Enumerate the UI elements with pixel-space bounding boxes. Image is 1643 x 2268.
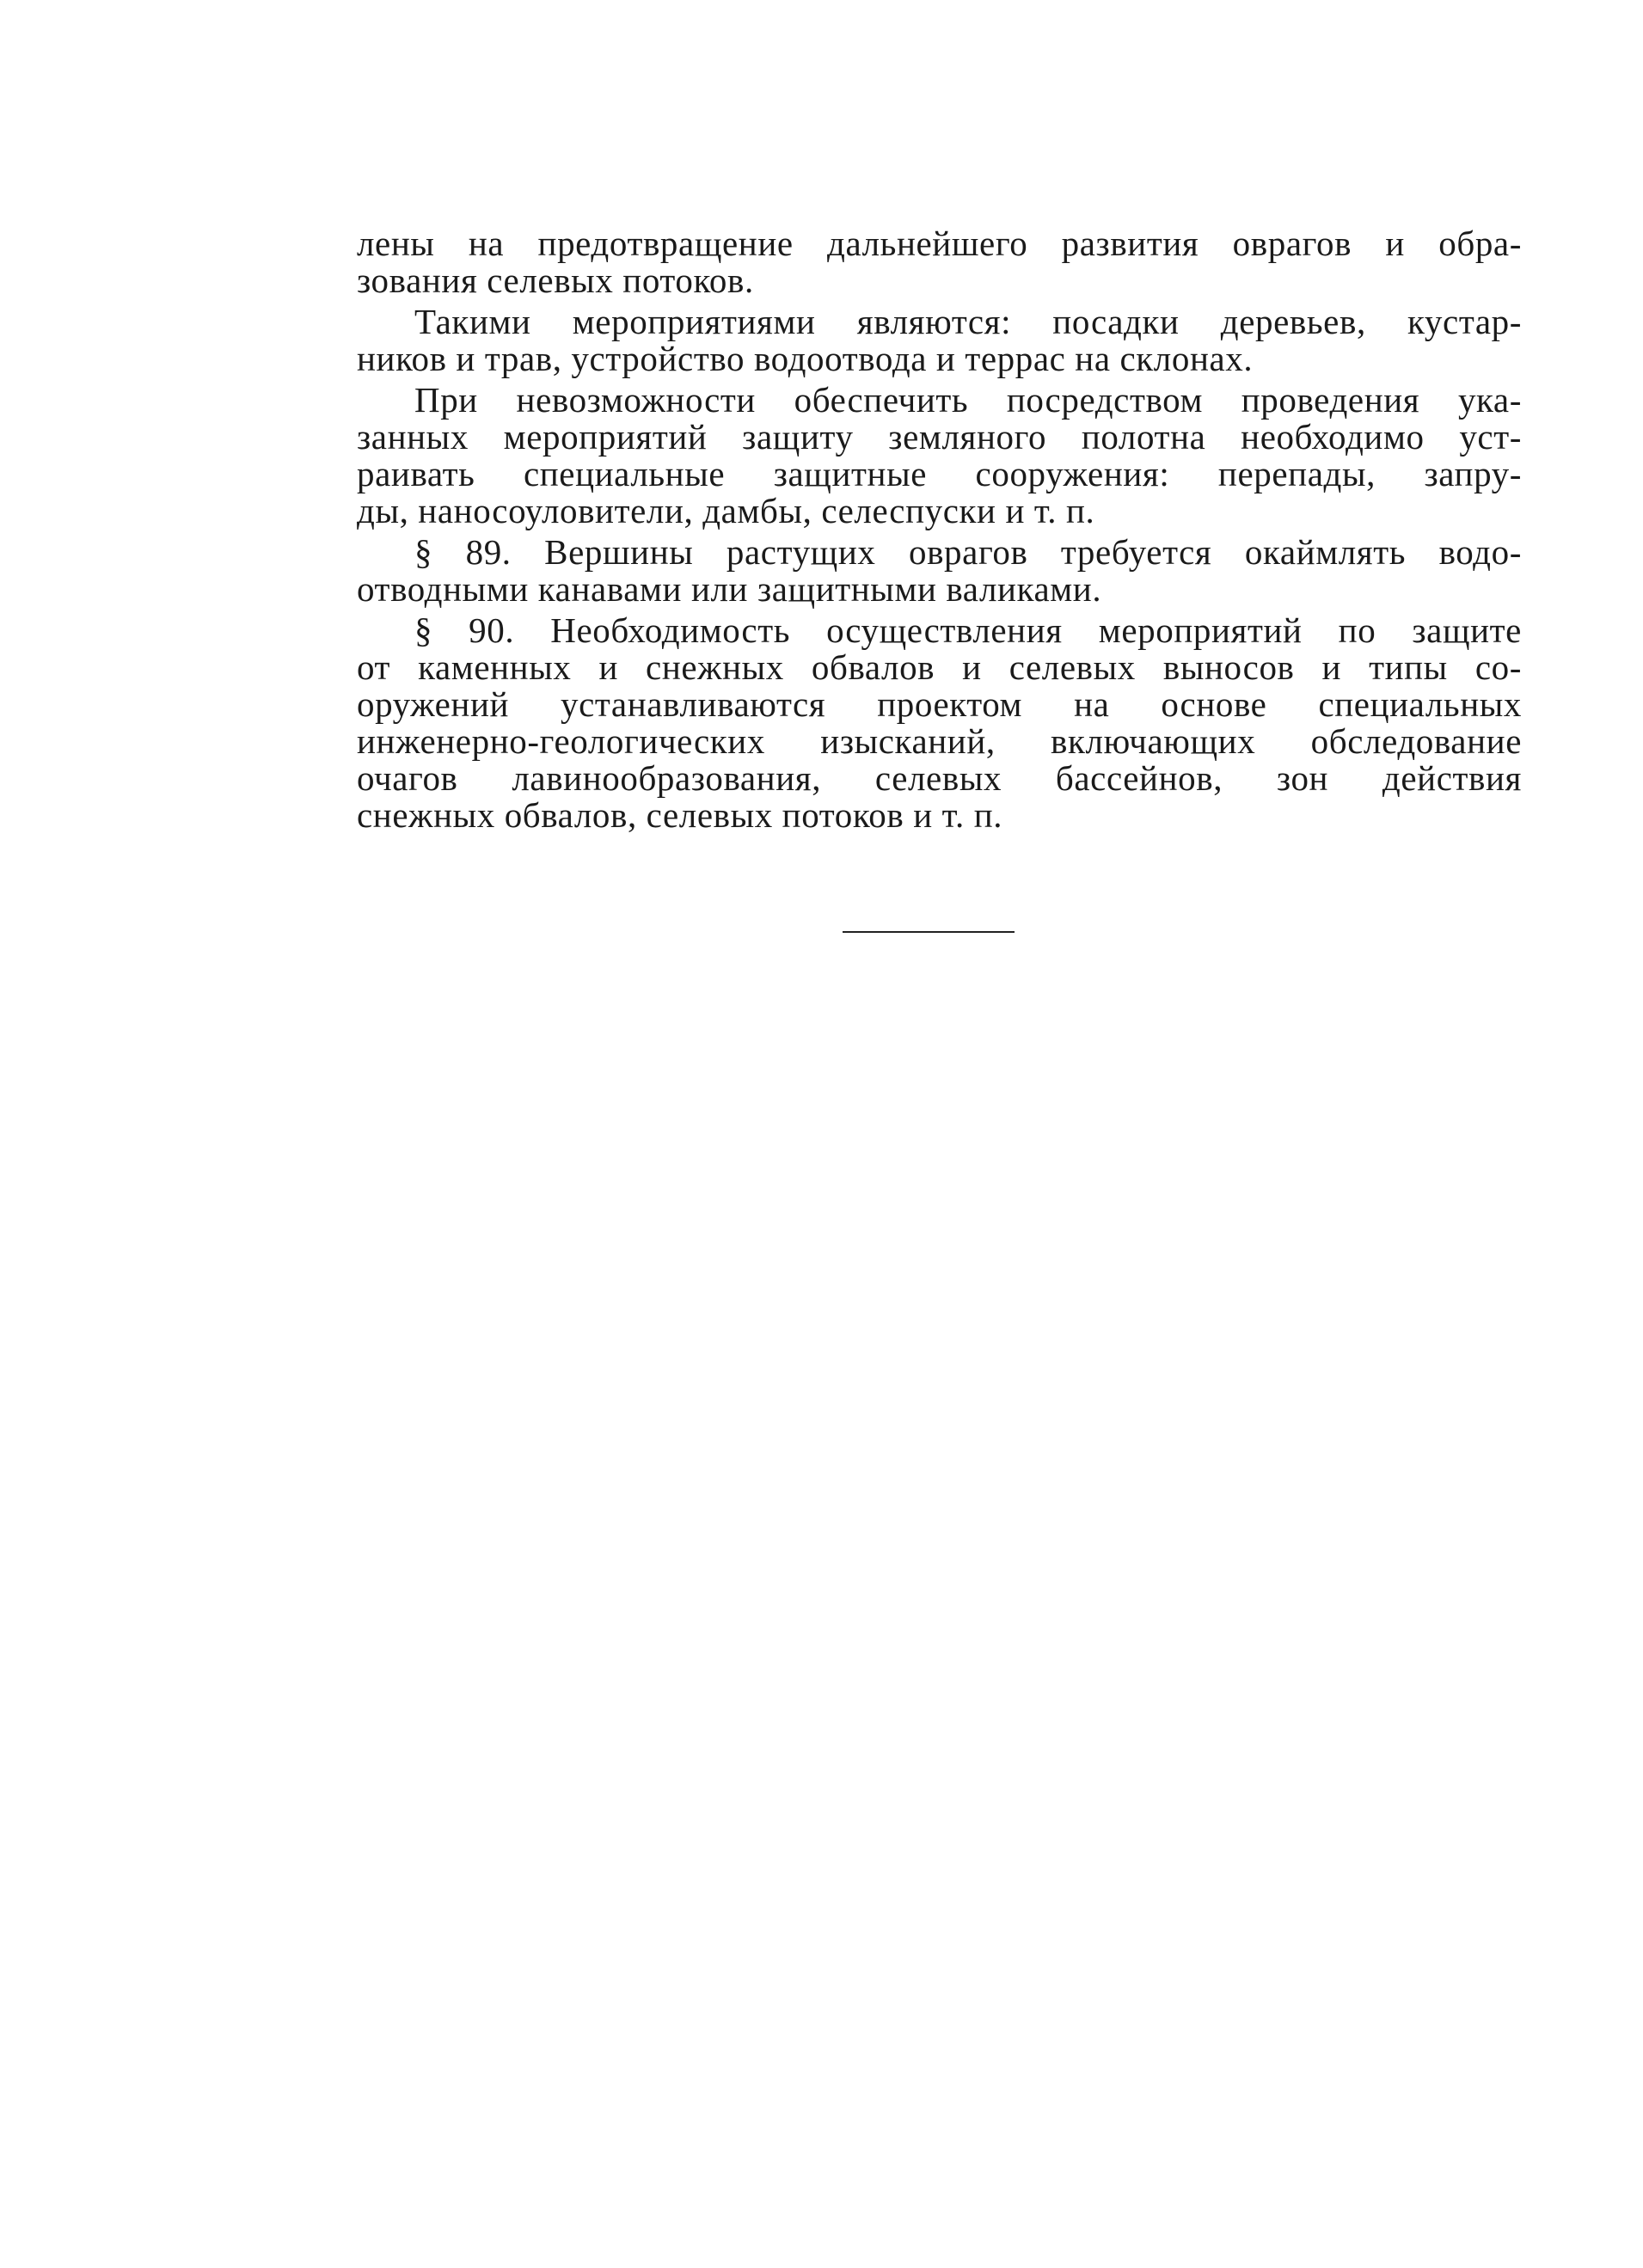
- text-line: инженерно-геологических изысканий, включающих обследование: [357, 721, 1522, 761]
- paragraph-continuation: [357, 225, 1522, 299]
- section-89: [357, 534, 1522, 608]
- text-line: ды, наносоуловители, дамбы, селеспуски и т. п.: [357, 491, 1095, 530]
- section-90: [357, 612, 1522, 834]
- text-line: § 89. Вершины растущих оврагов требуется окаймлять водо-: [414, 532, 1522, 572]
- text-line: зования селевых потоков.: [357, 261, 754, 300]
- text-line: § 90. Необходимость осуществления мероприятий по защите: [414, 610, 1522, 650]
- body-text: [357, 225, 1522, 834]
- text-line: При невозможности обеспечить посредством проведения ука-: [414, 380, 1522, 420]
- text-line: занных мероприятий защиту земляного полотна необходимо уст-: [357, 417, 1522, 457]
- text-line: лены на предотвращение дальнейшего развития оврагов и обра-: [357, 224, 1522, 263]
- text-line: оружений устанавливаются проектом на основе специальных: [357, 684, 1522, 724]
- text-line: Такими мероприятиями являются: посадки деревьев, кустар-: [414, 302, 1522, 341]
- text-line: раивать специальные защитные сооружения: перепады, запру-: [357, 454, 1522, 493]
- text-line: снежных обвалов, селевых потоков и т. п.: [357, 795, 1003, 835]
- text-line: очагов лавинообразования, селевых бассейнов, зон действия: [357, 758, 1522, 798]
- text-line: от каменных и снежных обвалов и селевых выносов и типы со-: [357, 647, 1522, 687]
- text-line: отводными канавами или защитными валиками.: [357, 569, 1102, 609]
- paragraph-measures: [357, 303, 1522, 377]
- end-of-section-rule: [843, 931, 1015, 933]
- text-line: ников и трав, устройство водоотвода и террас на склонах.: [357, 339, 1254, 378]
- paragraph-protective-structures: [357, 382, 1522, 530]
